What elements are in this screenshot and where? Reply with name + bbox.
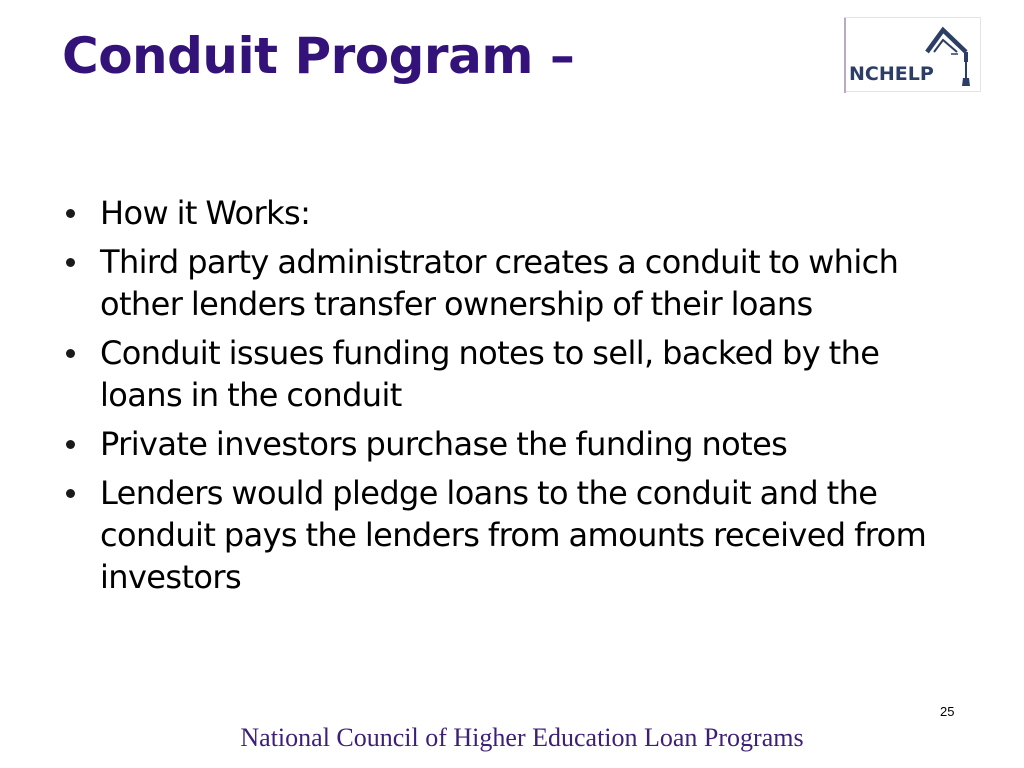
- bullet-item: [66, 241, 966, 325]
- bullet-item: [66, 472, 966, 598]
- bullet-item: [66, 423, 966, 465]
- bullet-text: Third party administrator creates a conduit to which other lenders transfer ownership of their loans: [100, 243, 899, 323]
- footer-text: National Council of Higher Education Loan Programs: [240, 723, 804, 752]
- slide-title: Conduit Program –: [62, 27, 575, 85]
- bullet-text: How it Works:: [100, 194, 311, 232]
- bullet-text: Lenders would pledge loans to the conduit and the conduit pays the lenders from amounts received from investors: [100, 474, 927, 596]
- bullet-list: [66, 192, 966, 605]
- bullet-dot-icon: [66, 489, 75, 498]
- logo-text: NCHELP: [849, 63, 934, 85]
- bullet-text: Private investors purchase the funding notes: [100, 425, 788, 463]
- bullet-dot-icon: [66, 349, 75, 358]
- bullet-item: [66, 332, 966, 416]
- slide-number: 25: [940, 704, 955, 719]
- bullet-dot-icon: [66, 209, 75, 218]
- nchelp-logo: [844, 17, 981, 92]
- bullet-text: Conduit issues funding notes to sell, backed by the loans in the conduit: [100, 334, 880, 414]
- bullet-item: [66, 192, 966, 234]
- bullet-dot-icon: [66, 258, 75, 267]
- bullet-dot-icon: [66, 440, 75, 449]
